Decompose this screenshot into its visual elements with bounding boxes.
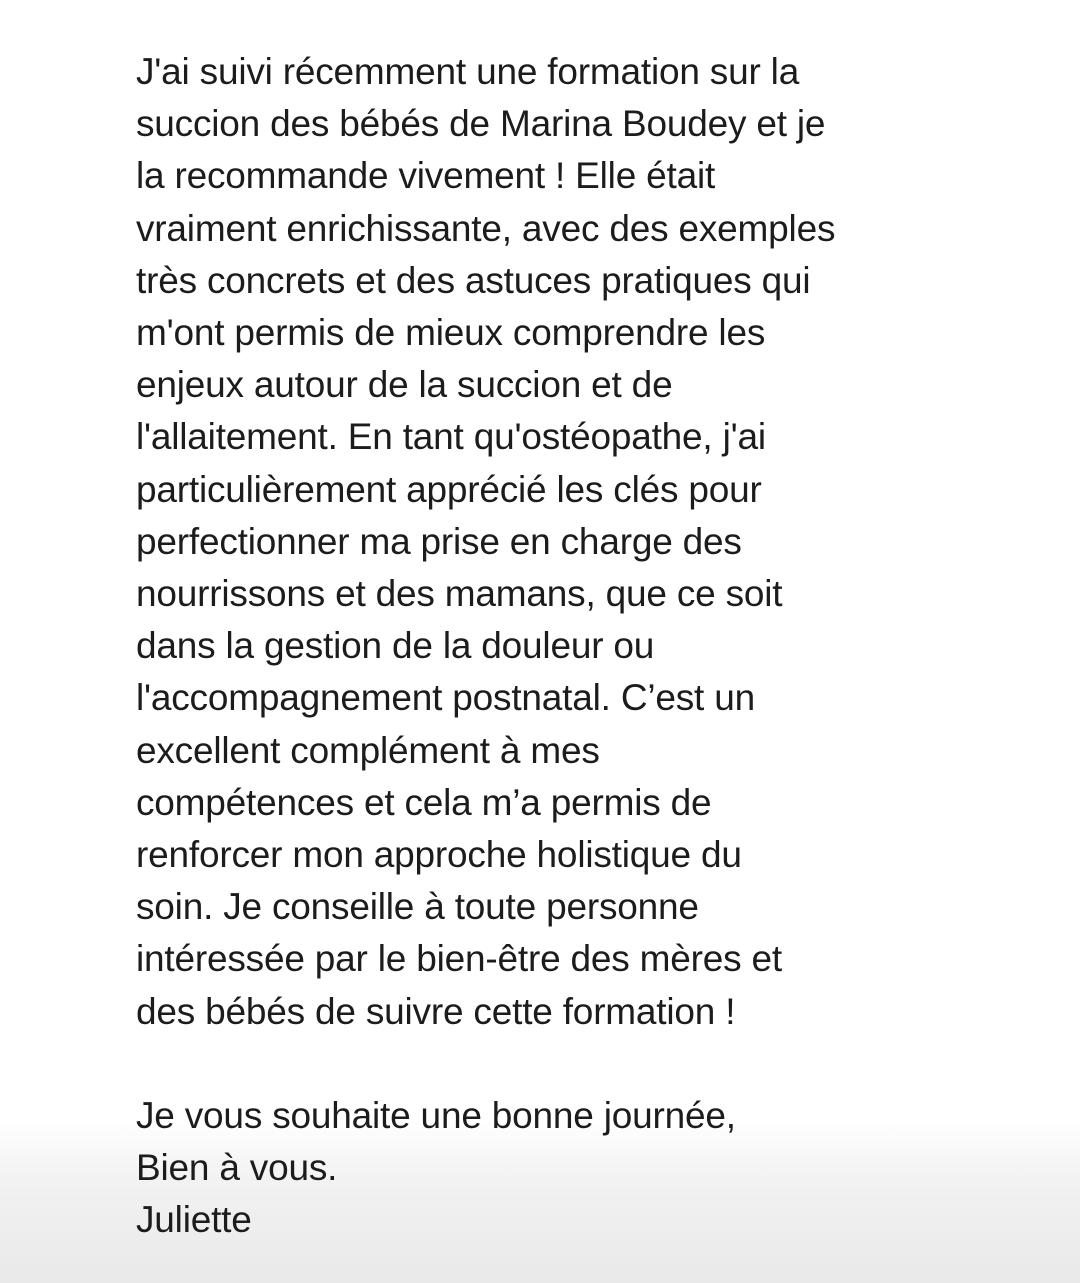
message-line: vraiment enrichissante, avec des exemples	[136, 207, 836, 249]
message-line: perfectionner ma prise en charge des	[136, 520, 742, 562]
message-line: très concrets et des astuces pratiques qui	[136, 259, 811, 301]
message-line: m'ont permis de mieux comprendre les	[136, 312, 766, 354]
message-line: nourrissons et des mamans, que ce soit	[136, 573, 783, 615]
message-line: J'ai suivi récemment une formation sur la	[136, 51, 800, 92]
message-line: excellent complément à mes	[136, 729, 600, 771]
message-line: dans la gestion de la douleur ou	[136, 625, 655, 667]
message-line: renforcer mon approche holistique du	[136, 834, 742, 876]
message-body	[136, 46, 1036, 1038]
message-line: soin. Je conseille à toute personne	[136, 886, 699, 928]
message-line: intéressée par le bien-être des mères et	[136, 938, 783, 980]
message-line: particulièrement apprécié les clés pour	[136, 468, 762, 510]
message-line: compétences et cela m’a permis de	[136, 781, 712, 823]
message-closing	[136, 1090, 1036, 1247]
message-line: la recommande vivement ! Elle était	[136, 155, 716, 197]
closing-salutation: Bien à vous.	[136, 1147, 338, 1189]
message-line: succion des bébés de Marina Boudey et je	[136, 103, 826, 145]
message-line: l'accompagnement postnatal. C’est un	[136, 677, 755, 719]
message-line: l'allaitement. En tant qu'ostéopathe, j'ai	[136, 416, 766, 458]
closing-greeting: Je vous souhaite une bonne journée,	[136, 1094, 736, 1136]
message-line: des bébés de suivre cette formation !	[136, 990, 736, 1032]
message-line: enjeux autour de la succion et de	[136, 364, 673, 406]
testimonial-message	[136, 46, 1036, 1246]
closing-signature: Juliette	[136, 1199, 252, 1241]
